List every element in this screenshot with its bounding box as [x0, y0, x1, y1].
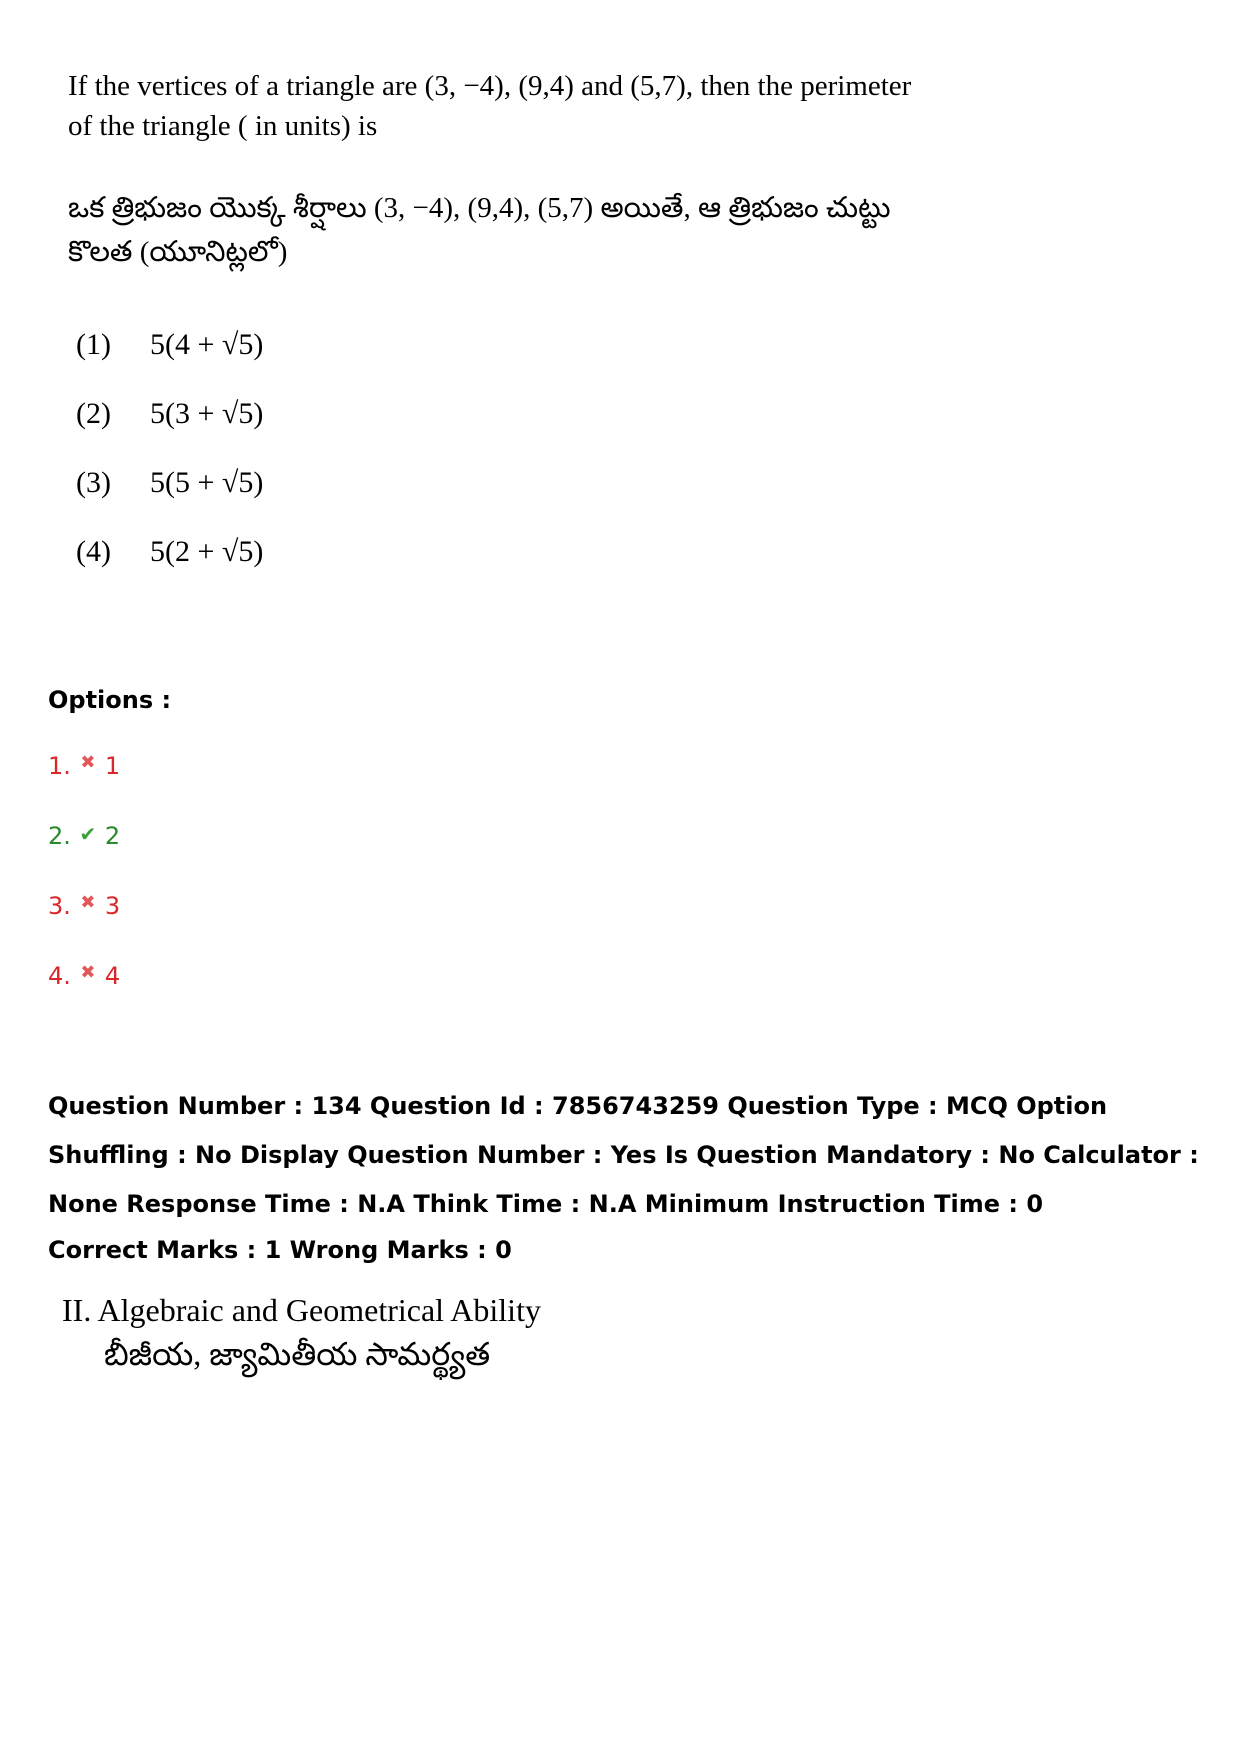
question-choices [76, 310, 263, 586]
option-index: 3. [48, 892, 71, 920]
option-index: 1. [48, 752, 71, 780]
question-telugu: ఒక త్రిభుజం యొక్క శీర్షాలు (3, −4), (9,4), (5,7) అయితే, ఆ త్రిభుజం చుట్టు కొలత (యూనిట్లలో) [68, 192, 891, 268]
marks-info: Correct Marks : 1 Wrong Marks : 0 [48, 1236, 512, 1264]
option-4 [48, 962, 120, 1032]
choice-2 [76, 379, 263, 448]
option-label: 1 [104, 752, 121, 780]
check-icon: ✔ [79, 822, 97, 846]
options-list [48, 752, 120, 1032]
choice-expression: 5(3 + √5) [150, 396, 264, 430]
cross-icon: ✖ [80, 962, 96, 983]
choice-4 [76, 517, 263, 586]
cross-icon: ✖ [80, 892, 96, 913]
choice-number: (4) [76, 534, 111, 568]
option-index: 4. [48, 962, 71, 990]
option-label: 3 [104, 892, 121, 920]
question-english: If the vertices of a triangle are (3, −4), (9,4) and (5,7), then the perimeter of the triangle ( in units) is [68, 70, 912, 142]
option-label: 4 [104, 962, 121, 990]
choice-expression: 5(2 + √5) [150, 534, 264, 568]
section-title-english: II. Algebraic and Geometrical Ability [62, 1292, 541, 1328]
choice-number: (1) [76, 327, 111, 361]
cross-icon: ✖ [80, 752, 96, 773]
choice-3 [76, 448, 263, 517]
question-metadata: Question Number : 134 Question Id : 7856743259 Question Type : MCQ Option Shuffling : No Display Question Number : Yes Is Question Mandatory : No Calculator : None Response Time : N.A Think Time : N.A Minimum Instruction Time : 0 [48, 1092, 1199, 1218]
choice-number: (2) [76, 396, 111, 430]
choice-expression: 5(4 + √5) [150, 327, 264, 361]
option-2 [48, 822, 120, 892]
option-index: 2. [48, 822, 71, 850]
option-1 [48, 752, 120, 822]
choice-number: (3) [76, 465, 111, 499]
option-label: 2 [104, 822, 121, 850]
choice-expression: 5(5 + √5) [150, 465, 264, 499]
options-title: Options : [48, 686, 172, 714]
section-title-telugu: బీజీయ, జ్యామితీయ సామర్థ్యత [104, 1336, 491, 1372]
section-heading [62, 1288, 541, 1376]
choice-1 [76, 310, 263, 379]
option-3 [48, 892, 120, 962]
